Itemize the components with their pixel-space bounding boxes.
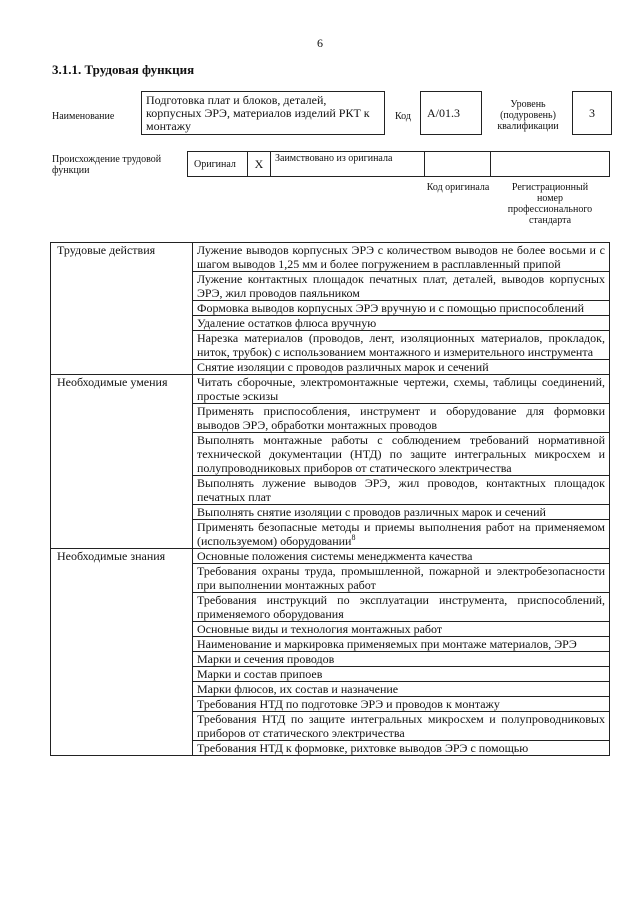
reg-number-label: Регистрационный номер профессионального стандарта bbox=[507, 182, 593, 226]
item-cell bbox=[193, 637, 610, 652]
item-text: Снятие изоляции с проводов различных марок и сечений bbox=[197, 360, 489, 374]
item-cell bbox=[193, 564, 610, 593]
item-cell bbox=[193, 652, 610, 667]
item-text: Выполнять снятие изоляции с проводов различных марок и сечений bbox=[197, 505, 546, 519]
table-row bbox=[51, 243, 610, 272]
item-text: Применять безопасные методы и приемы выполнения работ на применяемом (используемом) оборудовании bbox=[197, 520, 605, 548]
footnote-mark: 8 bbox=[351, 533, 356, 542]
item-text: Требования охраны труда, промышленной, пожарной и электробезопасности при выполнении монтажных работ bbox=[197, 564, 605, 592]
item-text: Марки флюсов, их состав и назначение bbox=[197, 682, 399, 696]
item-text: Наименование и маркировка применяемых при монтаже материалов, ЭРЭ bbox=[197, 637, 577, 651]
item-text: Требования НТД к формовке, рихтовке выводов ЭРЭ с помощью bbox=[197, 741, 529, 755]
item-cell bbox=[193, 433, 610, 476]
item-text: Формовка выводов корпусных ЭРЭ вручную и с помощью приспособлений bbox=[197, 301, 584, 315]
item-text: Требования инструкций по эксплуатации инструмента, приспособлений, применяемого оборудования bbox=[197, 593, 605, 621]
item-cell bbox=[193, 243, 610, 272]
item-cell bbox=[193, 549, 610, 564]
item-text: Выполнять монтажные работы с соблюдением требований нормативной технической документации (НТД) по защите интегральных микросхем и полупроводниковых приборов от статического электричества bbox=[197, 433, 605, 475]
item-cell bbox=[193, 505, 610, 520]
code-label: Код bbox=[395, 111, 411, 122]
item-cell bbox=[193, 301, 610, 316]
item-cell bbox=[193, 697, 610, 712]
item-cell bbox=[193, 331, 610, 360]
table-row bbox=[51, 549, 610, 564]
borrowed-cell: Заимствовано из оригинала bbox=[270, 151, 425, 177]
item-text: Требования НТД по подготовке ЭРЭ и проводов к монтажу bbox=[197, 697, 500, 711]
item-text: Читать сборочные, электромонтажные чертежи, схемы, таблицы соединений, простые эскизы bbox=[197, 375, 605, 403]
item-text: Лужение контактных площадок печатных плат, деталей, выводов корпусных ЭРЭ, жил проводов паяльником bbox=[197, 272, 605, 300]
item-cell bbox=[193, 316, 610, 331]
item-cell bbox=[193, 476, 610, 505]
original-mark-cell: X bbox=[247, 151, 271, 177]
item-cell bbox=[193, 667, 610, 682]
code-original-cell bbox=[424, 151, 491, 177]
category-cell: Необходимые умения bbox=[51, 375, 193, 549]
item-cell bbox=[193, 360, 610, 375]
item-text: Марки и сечения проводов bbox=[197, 652, 335, 666]
page-number: 6 bbox=[317, 36, 323, 50]
name-label: Наименование bbox=[52, 111, 115, 122]
item-cell bbox=[193, 712, 610, 741]
item-cell bbox=[193, 404, 610, 433]
item-text: Основные виды и технология монтажных работ bbox=[197, 622, 443, 636]
item-cell bbox=[193, 520, 610, 549]
function-name-box: Подготовка плат и блоков, деталей, корпусных ЭРЭ, материалов изделий РКТ к монтажу bbox=[141, 91, 385, 135]
item-cell bbox=[193, 593, 610, 622]
item-text: Марки и состав припоев bbox=[197, 667, 323, 681]
item-text: Выполнять лужение выводов ЭРЭ, жил проводов, контактных площадок печатных плат bbox=[197, 476, 605, 504]
item-text: Применять приспособления, инструмент и оборудование для формовки выводов ЭРЭ, обработки монтажных проводов bbox=[197, 404, 605, 432]
level-label: Уровень (подуровень) квалификации bbox=[497, 99, 559, 132]
item-text: Нарезка материалов (проводов, лент, изоляционных материалов, прокладок, ниток, трубок) с использованием монтажного и измерительного инструмента bbox=[197, 331, 605, 359]
section-title: 3.1.1. Трудовая функция bbox=[52, 62, 195, 77]
item-text: Основные положения системы менеджмента качества bbox=[197, 549, 473, 563]
reg-number-cell bbox=[490, 151, 610, 177]
labor-function-table bbox=[50, 242, 610, 756]
table-row bbox=[51, 375, 610, 404]
item-cell bbox=[193, 272, 610, 301]
item-cell bbox=[193, 375, 610, 404]
origin-label: Происхождение трудовой функции bbox=[52, 154, 162, 176]
item-cell bbox=[193, 622, 610, 637]
item-text: Лужение выводов корпусных ЭРЭ с количеством выводов не более восьми и с шагом выводов 1,25 мм и более погружением в расплавленный припой bbox=[197, 243, 605, 271]
level-box: 3 bbox=[572, 91, 612, 135]
category-cell: Необходимые знания bbox=[51, 549, 193, 756]
item-cell bbox=[193, 682, 610, 697]
function-code-box: А/01.3 bbox=[420, 91, 482, 135]
code-original-label: Код оригинала bbox=[426, 182, 490, 193]
item-cell bbox=[193, 741, 610, 756]
item-text: Удаление остатков флюса вручную bbox=[197, 316, 377, 330]
original-cell: Оригинал bbox=[187, 151, 248, 177]
item-text: Требования НТД по защите интегральных микросхем и полупроводниковых приборов от статического электричества bbox=[197, 712, 605, 740]
category-cell: Трудовые действия bbox=[51, 243, 193, 375]
